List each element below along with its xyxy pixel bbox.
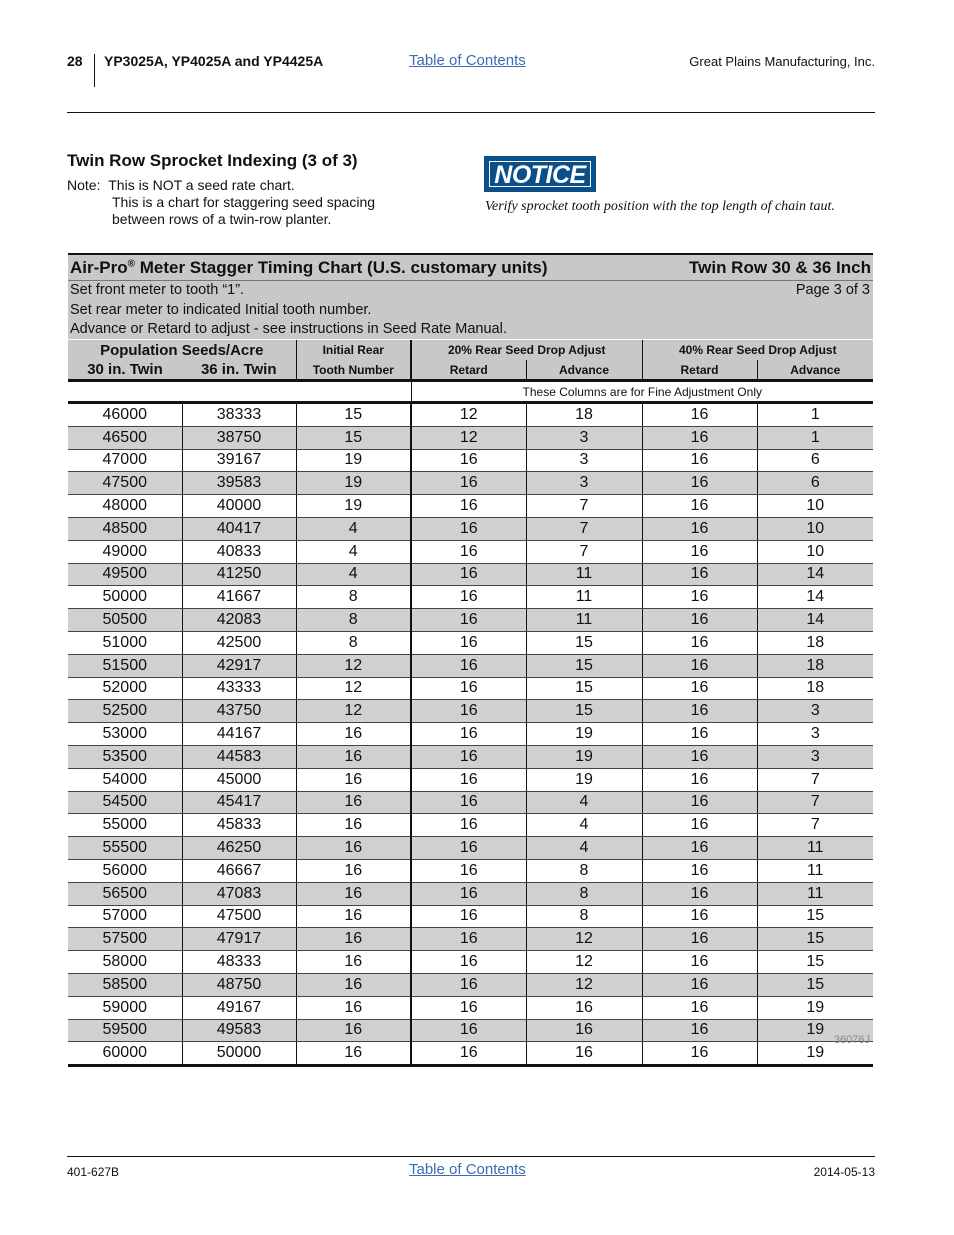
initial-tooth-cell: 16 (296, 859, 411, 882)
retard-20-cell: 16 (411, 928, 526, 951)
advance-40-cell: 15 (757, 973, 873, 996)
table-row (68, 951, 873, 974)
retard-40-cell: 16 (642, 563, 757, 586)
notice-text: Verify sprocket tooth position with the top length of chain taut. (485, 199, 835, 214)
retard-20-cell: 16 (411, 837, 526, 860)
pop-30-cell: 49500 (68, 563, 182, 586)
retard-20-cell: 16 (411, 951, 526, 974)
table-row (68, 745, 873, 768)
advance-20-cell: 15 (526, 677, 642, 700)
pop-30-cell: 49000 (68, 540, 182, 563)
initial-tooth-cell: 4 (296, 540, 411, 563)
advance-20-cell: 12 (526, 951, 642, 974)
advance-40-cell: 19 (757, 1042, 873, 1066)
pop-30-cell: 54500 (68, 791, 182, 814)
header-rule (67, 112, 875, 113)
pop-36-cell: 39583 (182, 472, 296, 495)
pop-36-cell: 41250 (182, 563, 296, 586)
retard-40-cell: 16 (642, 540, 757, 563)
retard-20-cell: 16 (411, 1042, 526, 1066)
advance-40-cell: 11 (757, 859, 873, 882)
pop-30-cell: 47500 (68, 472, 182, 495)
figure-id: 36076J (833, 1034, 870, 1046)
retard-40-cell: 16 (642, 837, 757, 860)
retard-40-cell: 16 (642, 403, 757, 427)
notice-label: NOTICE (489, 161, 591, 187)
retard-20-cell: 16 (411, 882, 526, 905)
table-row (68, 586, 873, 609)
pop-36-cell: 40417 (182, 517, 296, 540)
header-divider (94, 54, 95, 87)
retard-40-cell: 16 (642, 631, 757, 654)
pop-36-cell: 40000 (182, 495, 296, 518)
pop-30-cell: 52000 (68, 677, 182, 700)
retard-20-cell: 12 (411, 426, 526, 449)
table-row (68, 768, 873, 791)
retard-20-cell: 16 (411, 814, 526, 837)
advance-20-cell: 12 (526, 973, 642, 996)
advance-40-cell: 14 (757, 586, 873, 609)
retard-40-cell: 16 (642, 951, 757, 974)
advance-20-cell: 18 (526, 403, 642, 427)
advance-20-cell: 19 (526, 745, 642, 768)
note-line: This is a chart for staggering seed spacing (112, 194, 376, 210)
pop-36-cell: 43750 (182, 700, 296, 723)
pop-30-cell: 59500 (68, 1019, 182, 1042)
advance-20-cell: 15 (526, 654, 642, 677)
advance-20-cell: 8 (526, 905, 642, 928)
advance-40-cell: 1 (757, 403, 873, 427)
company-name: Great Plains Manufacturing, Inc. (689, 54, 875, 69)
advance-40-cell: 15 (757, 951, 873, 974)
pop-30-cell: 58500 (68, 973, 182, 996)
retard-20-cell: 16 (411, 905, 526, 928)
instruction-line: Set front meter to tooth “1”. (70, 282, 245, 298)
initial-tooth-cell: 8 (296, 631, 411, 654)
initial-tooth-cell: 4 (296, 517, 411, 540)
advance-40-cell: 3 (757, 745, 873, 768)
initial-tooth-cell: 16 (296, 882, 411, 905)
notice-badge (485, 157, 595, 191)
retard-40-cell: 16 (642, 973, 757, 996)
advance-20-cell: 11 (526, 586, 642, 609)
pop-36-cell: 38750 (182, 426, 296, 449)
initial-tooth-cell: 16 (296, 768, 411, 791)
pop-30-cell: 50500 (68, 609, 182, 632)
advance-20-cell: 7 (526, 517, 642, 540)
advance-40-cell: 11 (757, 882, 873, 905)
initial-rear-header: Initial Rear (296, 340, 411, 360)
chart-title-row (68, 253, 873, 281)
pop-30-cell: 46500 (68, 426, 182, 449)
advance-20-cell: 7 (526, 495, 642, 518)
retard-20-cell: 16 (411, 654, 526, 677)
advance-40-cell: 6 (757, 472, 873, 495)
retard-20-cell: 16 (411, 791, 526, 814)
tooth-number-header: Tooth Number (296, 360, 411, 381)
pop-30-cell: 53000 (68, 723, 182, 746)
advance-40-cell: 18 (757, 631, 873, 654)
footer-rule (67, 1156, 875, 1157)
table-row (68, 609, 873, 632)
pop-36-cell: 48333 (182, 951, 296, 974)
table-row (68, 677, 873, 700)
retard-40-cell: 16 (642, 723, 757, 746)
pop-36-cell: 47083 (182, 882, 296, 905)
retard-20-cell: 16 (411, 973, 526, 996)
pop-36-cell: 47500 (182, 905, 296, 928)
advance-20-cell: 16 (526, 1019, 642, 1042)
pop-30-cell: 53500 (68, 745, 182, 768)
table-body (68, 403, 873, 1066)
page-of-label: Page 3 of 3 (795, 282, 870, 298)
initial-tooth-cell: 16 (296, 791, 411, 814)
pop-36-cell: 38333 (182, 403, 296, 427)
pop-30-cell: 54000 (68, 768, 182, 791)
advance-20-cell: 11 (526, 609, 642, 632)
retard-40-cell: 16 (642, 928, 757, 951)
toc-link-top[interactable]: Table of Contents (409, 52, 526, 69)
pop-30-cell: 60000 (68, 1042, 182, 1066)
pop-36-cell: 49583 (182, 1019, 296, 1042)
advance-40-cell: 3 (757, 723, 873, 746)
table-row (68, 631, 873, 654)
retard-40-cell: 16 (642, 426, 757, 449)
chart-title (70, 258, 547, 278)
advance-40-cell: 10 (757, 495, 873, 518)
instruction-line: Advance or Retard to adjust - see instructions in Seed Rate Manual. (70, 321, 507, 337)
col-36-header: 36 in. Twin (182, 360, 296, 381)
retard-20-cell: 16 (411, 859, 526, 882)
instruction-line: Set rear meter to indicated Initial tooth number. (70, 301, 372, 318)
pop-36-cell: 46250 (182, 837, 296, 860)
pop-36-cell: 39167 (182, 449, 296, 472)
advance-40-cell: 19 (757, 1019, 873, 1042)
advance-20-cell: 16 (526, 1042, 642, 1066)
table-row (68, 472, 873, 495)
advance-20-cell: 3 (526, 426, 642, 449)
advance-20-cell: 15 (526, 700, 642, 723)
advance-40-cell: 7 (757, 814, 873, 837)
advance-20-cell: 3 (526, 472, 642, 495)
col-30-header: 30 in. Twin (68, 360, 182, 381)
pop-30-cell: 56000 (68, 859, 182, 882)
pop-30-cell: 58000 (68, 951, 182, 974)
retard-40-cell: 16 (642, 586, 757, 609)
model-names: YP3025A, YP4025A and YP4425A (104, 53, 324, 69)
initial-tooth-cell: 16 (296, 996, 411, 1019)
initial-tooth-cell: 16 (296, 723, 411, 746)
pop-36-cell: 45833 (182, 814, 296, 837)
table-row (68, 563, 873, 586)
initial-tooth-cell: 16 (296, 814, 411, 837)
retard-20-cell: 16 (411, 472, 526, 495)
retard-20-cell: 16 (411, 768, 526, 791)
advance-20-cell: 4 (526, 791, 642, 814)
advance-40-cell: 18 (757, 677, 873, 700)
retard-40-cell: 16 (642, 1019, 757, 1042)
table-row (68, 426, 873, 449)
retard-40-cell: 16 (642, 654, 757, 677)
pop-36-cell: 48750 (182, 973, 296, 996)
pop-30-cell: 51000 (68, 631, 182, 654)
retard-40-cell: 16 (642, 449, 757, 472)
initial-tooth-cell: 19 (296, 472, 411, 495)
table-row (68, 996, 873, 1019)
initial-tooth-cell: 4 (296, 563, 411, 586)
table-row (68, 403, 873, 427)
fine-note-spacer (68, 381, 411, 403)
retard-20-cell: 16 (411, 586, 526, 609)
advance-20-cell: 7 (526, 540, 642, 563)
advance-20-cell: 19 (526, 723, 642, 746)
chart-header-box (68, 253, 873, 339)
initial-tooth-cell: 16 (296, 951, 411, 974)
advance-20-cell: 8 (526, 859, 642, 882)
stagger-timing-table (68, 340, 873, 1067)
pop-36-cell: 50000 (182, 1042, 296, 1066)
advance-40-cell: 3 (757, 700, 873, 723)
retard-20-cell: 16 (411, 745, 526, 768)
retard-40-cell: 16 (642, 495, 757, 518)
population-header: Population Seeds/Acre (68, 340, 296, 360)
chart-title-rest: Meter Stagger Timing Chart (U.S. customary units) (135, 258, 548, 277)
advance-20-cell: 19 (526, 768, 642, 791)
retard-20-cell: 16 (411, 996, 526, 1019)
pop-36-cell: 44583 (182, 745, 296, 768)
initial-tooth-cell: 15 (296, 426, 411, 449)
retard-20-cell: 16 (411, 563, 526, 586)
advance-40-cell: 7 (757, 768, 873, 791)
pop-30-cell: 48500 (68, 517, 182, 540)
note-line: between rows of a twin-row planter. (112, 211, 332, 227)
advance-40-cell: 1 (757, 426, 873, 449)
retard-20-cell: 12 (411, 403, 526, 427)
table-row (68, 837, 873, 860)
advance-40-cell: 14 (757, 563, 873, 586)
page-header (67, 50, 875, 90)
pop-36-cell: 42500 (182, 631, 296, 654)
table-row (68, 973, 873, 996)
retard-20-header: Retard (411, 360, 526, 381)
retard-20-cell: 16 (411, 677, 526, 700)
retard-40-cell: 16 (642, 791, 757, 814)
pop-36-cell: 49167 (182, 996, 296, 1019)
initial-tooth-cell: 16 (296, 973, 411, 996)
retard-40-cell: 16 (642, 609, 757, 632)
advance-40-cell: 10 (757, 517, 873, 540)
pop-36-cell: 45417 (182, 791, 296, 814)
retard-40-cell: 16 (642, 472, 757, 495)
table-row (68, 700, 873, 723)
initial-tooth-cell: 15 (296, 403, 411, 427)
advance-40-cell: 15 (757, 905, 873, 928)
table-row (68, 1042, 873, 1066)
pop-30-cell: 55000 (68, 814, 182, 837)
advance-20-cell: 16 (526, 996, 642, 1019)
fine-adjust-note: These Columns are for Fine Adjustment Only (411, 381, 873, 403)
initial-tooth-cell: 19 (296, 495, 411, 518)
retard-40-cell: 16 (642, 905, 757, 928)
initial-tooth-cell: 12 (296, 654, 411, 677)
advance-20-cell: 4 (526, 837, 642, 860)
chart-subtitle: Twin Row 30 & 36 Inch (689, 258, 871, 277)
table-row (68, 814, 873, 837)
pop-30-cell: 50000 (68, 586, 182, 609)
table-row (68, 882, 873, 905)
retard-20-cell: 16 (411, 723, 526, 746)
pop-36-cell: 44167 (182, 723, 296, 746)
initial-tooth-cell: 16 (296, 905, 411, 928)
pop-30-cell: 57000 (68, 905, 182, 928)
table-row (68, 859, 873, 882)
retard-40-cell: 16 (642, 1042, 757, 1066)
retard-40-cell: 16 (642, 768, 757, 791)
retard-40-cell: 16 (642, 996, 757, 1019)
note-block (67, 177, 375, 228)
advance-40-cell: 11 (757, 837, 873, 860)
advance-40-cell: 15 (757, 928, 873, 951)
retard-20-cell: 16 (411, 449, 526, 472)
initial-tooth-cell: 16 (296, 1019, 411, 1042)
retard-20-cell: 16 (411, 631, 526, 654)
initial-tooth-cell: 16 (296, 837, 411, 860)
advance-20-cell: 12 (526, 928, 642, 951)
initial-tooth-cell: 16 (296, 745, 411, 768)
initial-tooth-cell: 16 (296, 1042, 411, 1066)
retard-40-cell: 16 (642, 677, 757, 700)
chart-instructions (68, 281, 873, 339)
table-row (68, 928, 873, 951)
table-row (68, 654, 873, 677)
table-row (68, 791, 873, 814)
retard-20-cell: 16 (411, 1019, 526, 1042)
advance-20-cell: 8 (526, 882, 642, 905)
note-line: This is NOT a seed rate chart. (108, 177, 295, 193)
table-row (68, 449, 873, 472)
initial-tooth-cell: 12 (296, 700, 411, 723)
advance-40-header: Advance (757, 360, 873, 381)
doc-number: 401-627B (67, 1165, 120, 1179)
retard-40-cell: 16 (642, 882, 757, 905)
page-number: 28 (67, 53, 83, 69)
advance-40-cell: 7 (757, 791, 873, 814)
pop-36-cell: 41667 (182, 586, 296, 609)
advance-40-cell: 14 (757, 609, 873, 632)
publish-date: 2014-05-13 (813, 1165, 875, 1179)
table-row (68, 495, 873, 518)
pop-30-cell: 57500 (68, 928, 182, 951)
initial-tooth-cell: 8 (296, 586, 411, 609)
pop-36-cell: 45000 (182, 768, 296, 791)
pop-30-cell: 51500 (68, 654, 182, 677)
pop-36-cell: 42083 (182, 609, 296, 632)
retard-20-cell: 16 (411, 609, 526, 632)
table-row (68, 723, 873, 746)
retard-40-cell: 16 (642, 517, 757, 540)
retard-20-cell: 16 (411, 540, 526, 563)
toc-link-bottom[interactable]: Table of Contents (409, 1161, 526, 1178)
pop-36-cell: 40833 (182, 540, 296, 563)
note-label: Note: (67, 177, 101, 193)
retard-40-cell: 16 (642, 700, 757, 723)
table-row (68, 905, 873, 928)
table-row (68, 1019, 873, 1042)
pop-36-cell: 42917 (182, 654, 296, 677)
pop-30-cell: 55500 (68, 837, 182, 860)
initial-tooth-cell: 19 (296, 449, 411, 472)
advance-20-cell: 3 (526, 449, 642, 472)
retard-40-cell: 16 (642, 814, 757, 837)
advance-20-cell: 4 (526, 814, 642, 837)
table-row (68, 540, 873, 563)
advance-40-cell: 18 (757, 654, 873, 677)
retard-20-cell: 16 (411, 495, 526, 518)
retard-40-header: Retard (642, 360, 757, 381)
table-row (68, 517, 873, 540)
section-title: Twin Row Sprocket Indexing (3 of 3) (67, 151, 358, 170)
initial-tooth-cell: 8 (296, 609, 411, 632)
advance-20-cell: 15 (526, 631, 642, 654)
pop-30-cell: 56500 (68, 882, 182, 905)
pop-30-cell: 48000 (68, 495, 182, 518)
advance-20-cell: 11 (526, 563, 642, 586)
adjust-40-header: 40% Rear Seed Drop Adjust (642, 340, 873, 360)
pop-30-cell: 47000 (68, 449, 182, 472)
registered-mark: ® (127, 258, 135, 270)
pop-30-cell: 52500 (68, 700, 182, 723)
pop-36-cell: 43333 (182, 677, 296, 700)
advance-20-header: Advance (526, 360, 642, 381)
pop-30-cell: 46000 (68, 403, 182, 427)
initial-tooth-cell: 12 (296, 677, 411, 700)
retard-40-cell: 16 (642, 859, 757, 882)
advance-40-cell: 19 (757, 996, 873, 1019)
pop-30-cell: 59000 (68, 996, 182, 1019)
advance-40-cell: 6 (757, 449, 873, 472)
chart-title-brand: Air-Pro (70, 258, 128, 277)
retard-20-cell: 16 (411, 700, 526, 723)
pop-36-cell: 46667 (182, 859, 296, 882)
initial-tooth-cell: 16 (296, 928, 411, 951)
adjust-20-header: 20% Rear Seed Drop Adjust (411, 340, 642, 360)
retard-20-cell: 16 (411, 517, 526, 540)
advance-40-cell: 10 (757, 540, 873, 563)
pop-36-cell: 47917 (182, 928, 296, 951)
retard-40-cell: 16 (642, 745, 757, 768)
